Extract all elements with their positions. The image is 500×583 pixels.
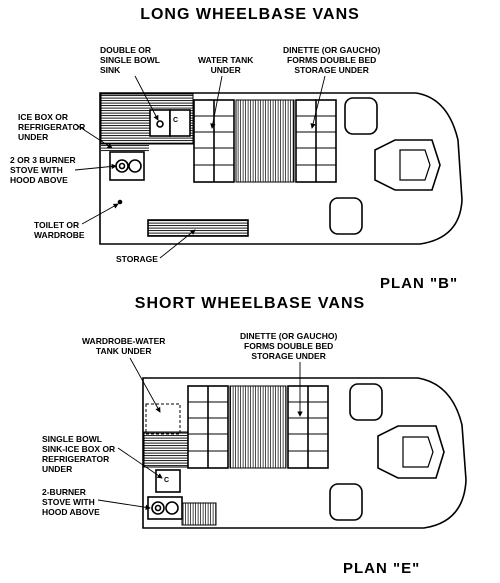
front-seat-b2 (330, 198, 362, 234)
stove-e (148, 497, 182, 519)
cushions-left-b (194, 100, 234, 182)
label-stove-e: 2-BURNER STOVE WITH HOOD ABOVE (42, 487, 100, 517)
storage-bench-b (148, 220, 248, 236)
label-water-tank-b: WATER TANK UNDER (198, 55, 254, 75)
label-wardrobe-e: WARDROBE-WATER TANK UNDER (82, 336, 166, 356)
engine-cover-e (378, 426, 444, 478)
sink-letter-e: C (164, 477, 170, 484)
stove-hatch-e (182, 503, 216, 525)
plan-b-drawing (100, 93, 462, 244)
plan-e-drawing (143, 378, 466, 528)
cushions-right-e (288, 386, 328, 468)
label-icebox-b: ICE BOX OR REFRIGERATOR UNDER (18, 112, 86, 142)
counter-e (144, 432, 188, 467)
plan-e-label: PLAN "E" (343, 560, 421, 577)
label-toilet-b: TOILET OR WARDROBE (34, 220, 85, 240)
sink-letter-b: C (173, 117, 179, 124)
table-e (230, 386, 286, 468)
front-seat-e2 (330, 484, 362, 520)
toilet-marker-b (119, 201, 122, 204)
front-seat-e1 (350, 384, 382, 420)
table-b (236, 100, 294, 182)
label-dinette-e: DINETTE (OR GAUCHO) FORMS DOUBLE BED STORAGE UNDER (240, 331, 338, 361)
plan-b-label: PLAN "B" (380, 275, 459, 292)
label-stove-b: 2 OR 3 BURNER STOVE WITH HOOD ABOVE (10, 155, 76, 185)
short-wheelbase-title: SHORT WHEELBASE VANS (134, 295, 366, 312)
label-dinette-b: DINETTE (OR GAUCHO) FORMS DOUBLE BED STORAGE UNDER (283, 45, 381, 75)
label-sink-e: SINGLE BOWL SINK-ICE BOX OR REFRIGERATOR UNDER (42, 434, 116, 474)
wardrobe-e (146, 404, 180, 434)
sink-bowl-b1 (150, 110, 170, 136)
front-seat-b1 (345, 98, 377, 134)
label-storage-b: STORAGE (116, 254, 158, 264)
cushions-left-e (188, 386, 228, 468)
long-wheelbase-title: LONG WHEELBASE VANS (140, 6, 360, 23)
label-sink-b: DOUBLE OR SINGLE BOWL SINK (100, 45, 160, 75)
